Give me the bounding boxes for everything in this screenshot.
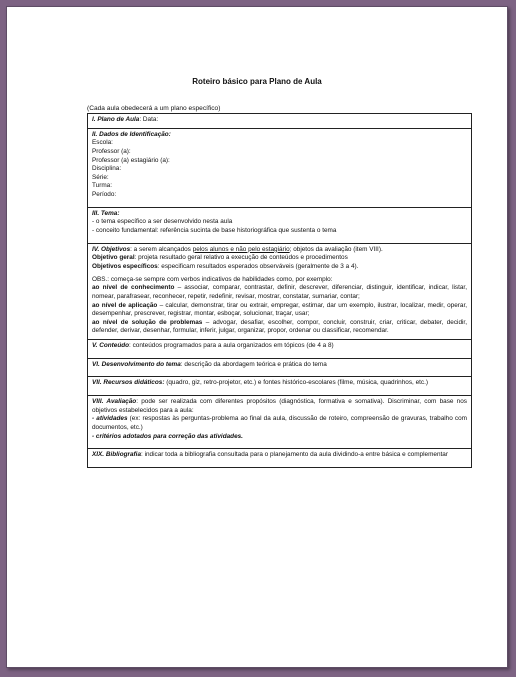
document-note: (Cada aula obedecerá a um plano específico) bbox=[87, 105, 221, 112]
field-estagiario: Professor (a) estagiário (a): bbox=[92, 156, 170, 164]
conhecimento-text: – associar, comparar, contrastar, definir, descrever, diferenciar, distinguir, identificar, indicar, listar, nomear, parafrasear, reconhecer, repetir, redefinir, revisar, mostrar, constatar, sumariar, contar; bbox=[92, 284, 467, 300]
objetivos-text: ; objetos da avaliação (item VIII). bbox=[289, 245, 383, 253]
section-objetivos bbox=[88, 243, 472, 339]
section-heading: VI. Desenvolvimento do tema bbox=[92, 360, 181, 368]
field-turma: Turma: bbox=[92, 182, 113, 190]
objetivos-especificos-label: Objetivos específicos bbox=[92, 262, 158, 270]
criterios-text: - critérios adotados para correção das atividades. bbox=[92, 432, 243, 440]
section-bibliografia bbox=[88, 449, 472, 468]
aplicacao-label: ao nível de aplicação bbox=[92, 301, 158, 309]
tema-line: - conceito fundamental: referência sucinta de base historiográfica que sustenta o tema bbox=[92, 227, 337, 235]
field-disciplina: Disciplina: bbox=[92, 165, 122, 173]
section-text: : indicar toda a bibliografia consultada para o planejamento da aula dividindo-a entre básica e complementar bbox=[141, 451, 448, 459]
section-heading: II. Dados de Identificação: bbox=[92, 130, 171, 138]
section-text: : descrição da abordagem teórica e prática do tema bbox=[180, 360, 327, 368]
section-heading: IV. Objetivos bbox=[92, 245, 131, 253]
conhecimento-label: ao nível de conhecimento bbox=[92, 284, 175, 292]
section-heading: III. Tema: bbox=[92, 209, 120, 217]
solucao-label: ao nível de solução de problemas bbox=[92, 318, 203, 326]
section-heading: V. Conteúdo bbox=[92, 342, 130, 350]
objetivo-geral-text: : projeta resultado geral relativo a execução de conteúdos e procedimentos bbox=[134, 254, 348, 262]
objetivos-underlined: pelos alunos e não pelo estagiário bbox=[192, 245, 290, 253]
field-serie: Série: bbox=[92, 173, 109, 181]
atividades-label: - atividades bbox=[92, 415, 128, 423]
obs-text: OBS.: começa-se sempre com verbos indicativos de habilidades como, por exemplo: bbox=[92, 275, 333, 283]
document-title: Roteiro básico para Plano de Aula bbox=[192, 77, 322, 86]
aplicacao-text: – calcular, demonstrar, tirar ou extrair, empregar, estimar, dar um exemplo, ilustrar, localizar, medir, operar, desempenhar, prescrever, registrar, montar, esboçar, solucionar, traçar, usar; bbox=[92, 301, 467, 318]
document-page bbox=[6, 6, 508, 668]
field-periodo: Período: bbox=[92, 191, 117, 199]
section-heading: VII. Recursos didáticos: bbox=[92, 379, 165, 387]
section-recursos bbox=[88, 377, 472, 396]
section-identificacao bbox=[88, 128, 472, 207]
section-heading: I. Plano de Aula bbox=[92, 116, 140, 123]
section-text: : conteúdos programados para a aula organizados em tópicos (de 4 a 8) bbox=[129, 342, 334, 350]
objetivo-geral-label: Objetivo geral bbox=[92, 254, 135, 262]
objetivos-especificos-text: : especificam resultados esperados observáveis (geralmente de 3 a 4). bbox=[157, 262, 359, 270]
section-text: : Data: bbox=[139, 116, 159, 123]
section-desenvolvimento bbox=[88, 358, 472, 377]
objetivos-text: : a serem alcançados bbox=[130, 245, 193, 253]
field-professor: Professor (a): bbox=[92, 147, 131, 155]
section-tema bbox=[88, 207, 472, 243]
section-heading: VIII. Avaliação bbox=[92, 398, 137, 406]
section-text: : pode ser realizada com diferentes propósitos (diagnóstica, formativa e somativa). Discriminar, com base nos objetivos estabelecidos para a aula: bbox=[92, 398, 467, 414]
section-heading: XIX. Bibliografia bbox=[92, 451, 142, 459]
field-escola: Escola: bbox=[92, 139, 113, 147]
atividades-text: (ex: respostas às perguntas-problema ao final da aula, discussão de roteiro, compreensão de gravuras, trabalho com documentos, etc.) bbox=[92, 415, 467, 431]
section-plano bbox=[88, 114, 472, 129]
section-conteudo bbox=[88, 340, 472, 359]
tema-line: - o tema específico a ser desenvolvido nesta aula bbox=[92, 218, 233, 226]
section-text: (quadro, giz, retro-projetor, etc.) e fontes histórico-escolares (filme, música, quadrinhos, etc.) bbox=[164, 379, 428, 387]
lesson-plan-table bbox=[87, 113, 472, 468]
section-avaliacao bbox=[88, 396, 472, 449]
solucao-text: – advogar, desafiar, escolher, compor, concluir, construir, criar, criticar, debater, decidir, defender, derivar, desenhar, formular, inferir, julgar, organizar, propor, ordenar ou classificar, recomendar. bbox=[92, 318, 467, 335]
